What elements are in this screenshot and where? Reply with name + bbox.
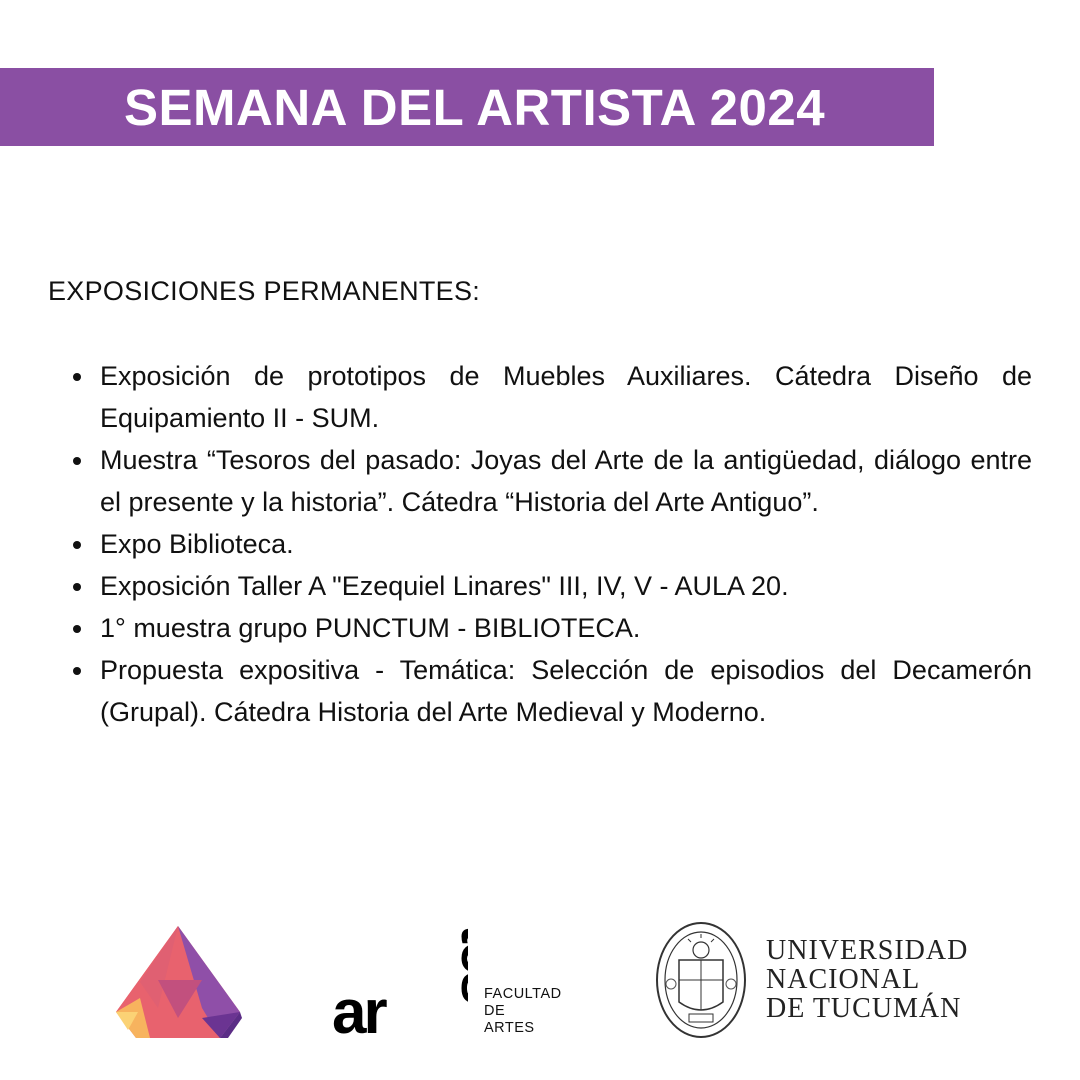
section-heading: EXPOSICIONES PERMANENTES:: [48, 276, 481, 306]
list-item-text: Exposición Taller A "Ezequiel Linares" III, IV, V - AULA 20.: [100, 571, 789, 601]
list-item: [66, 649, 1032, 733]
exhibitions-list: [66, 355, 1032, 733]
page-title: SEMANA DEL ARTISTA 2024: [124, 79, 826, 136]
list-item: [66, 607, 1032, 649]
facultad-line-1: FACULTAD: [484, 986, 562, 1002]
bullet-icon: [73, 667, 81, 675]
list-item: [66, 439, 1032, 523]
facultad-line-3: ARTES: [484, 1020, 535, 1036]
facultad-label: [484, 986, 562, 1037]
triangle-logo-icon: [110, 922, 246, 1042]
bullet-icon: [73, 373, 81, 381]
list-item: [66, 355, 1032, 439]
university-name: [766, 936, 968, 1023]
svg-text:tes: tes: [449, 924, 468, 1002]
university-line-3: DE TUCUMÁN: [766, 993, 962, 1024]
artes-logo: [332, 920, 468, 1043]
university-seal-icon: [655, 920, 747, 1040]
list-item: [66, 523, 1032, 565]
university-line-1: UNIVERSIDAD: [766, 935, 969, 966]
bullet-icon: [73, 625, 81, 633]
list-item-text: 1° muestra grupo PUNCTUM - BIBLIOTECA.: [100, 613, 641, 643]
list-item: [66, 565, 1032, 607]
title-banner: [0, 68, 934, 146]
bullet-icon: [73, 541, 81, 549]
list-item-text: Muestra “Tesoros del pasado: Joyas del Arte de la antigüedad, diálogo entre el presente y la historia”. Cátedra “Historia del Arte Antiguo”.: [100, 445, 1032, 517]
svg-text:ar: ar: [332, 978, 385, 1038]
university-line-2: NACIONAL: [766, 964, 921, 995]
list-item-text: Exposición de prototipos de Muebles Auxiliares. Cátedra Diseño de Equipamiento II - SUM.: [100, 361, 1032, 433]
facultad-line-2: DE: [484, 1003, 506, 1019]
bullet-icon: [73, 457, 81, 465]
list-item-text: Expo Biblioteca.: [100, 529, 294, 559]
bullet-icon: [73, 583, 81, 591]
logo-footer: [0, 900, 1080, 1060]
artes-wordmark-icon: [332, 920, 468, 1038]
list-item-text: Propuesta expositiva - Temática: Selección de episodios del Decamerón (Grupal). Cátedra Historia del Arte Medieval y Moderno.: [100, 655, 1032, 727]
